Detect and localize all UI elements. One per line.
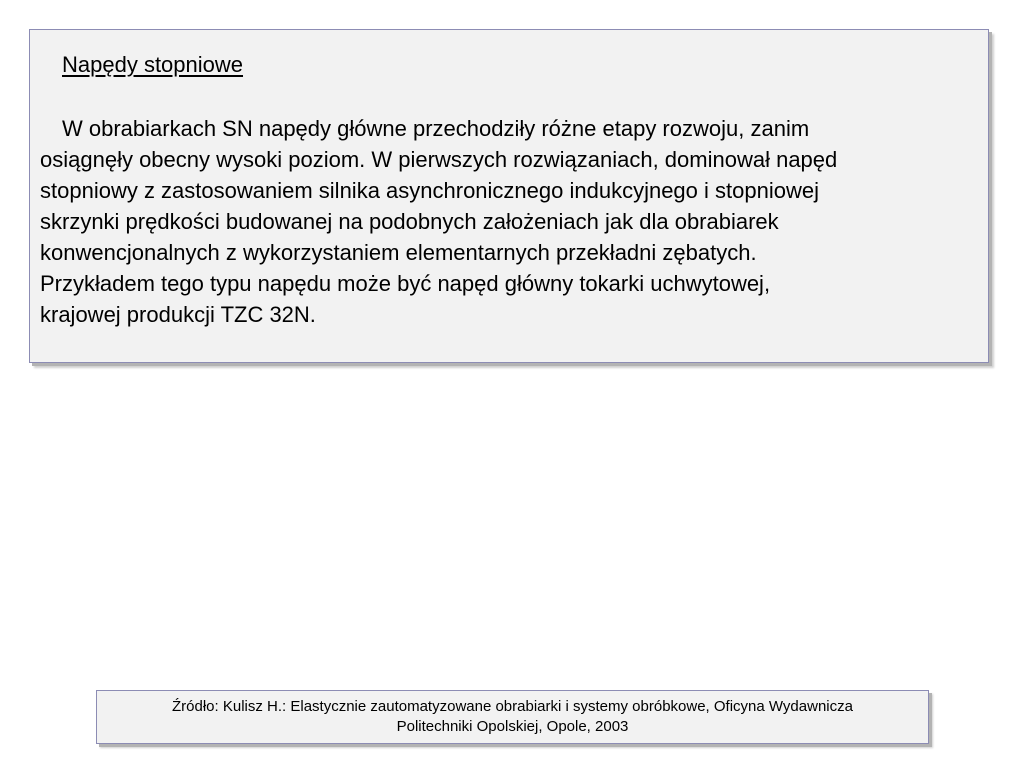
content-box xyxy=(29,29,989,363)
source-citation-line: Politechniki Opolskiej, Opole, 2003 xyxy=(396,718,629,735)
source-citation-line: Źródło: Kulisz H.: Elastycznie zautomatyzowane obrabiarki i systemy obróbkowe, Oficyna Wydawnicza xyxy=(172,698,853,715)
body-line: krajowej produkcji TZC 32N. xyxy=(40,302,316,327)
body-line: konwencjonalnych z wykorzystaniem elementarnych przekładni zębatych. xyxy=(40,240,757,265)
body-line: osiągnęły obecny wysoki poziom. W pierwszych rozwiązaniach, dominował napęd xyxy=(40,147,838,172)
body-paragraph xyxy=(40,113,970,330)
source-citation-box xyxy=(96,690,929,744)
body-line: skrzynki prędkości budowanej na podobnych założeniach jak dla obrabiarek xyxy=(40,209,779,234)
body-line: stopniowy z zastosowaniem silnika asynchronicznego indukcyjnego i stopniowej xyxy=(40,178,819,203)
body-line: W obrabiarkach SN napędy główne przechodziły różne etapy rozwoju, zanim xyxy=(62,116,810,141)
body-line: Przykładem tego typu napędu może być napęd główny tokarki uchwytowej, xyxy=(40,271,771,296)
section-heading: Napędy stopniowe xyxy=(62,52,244,77)
